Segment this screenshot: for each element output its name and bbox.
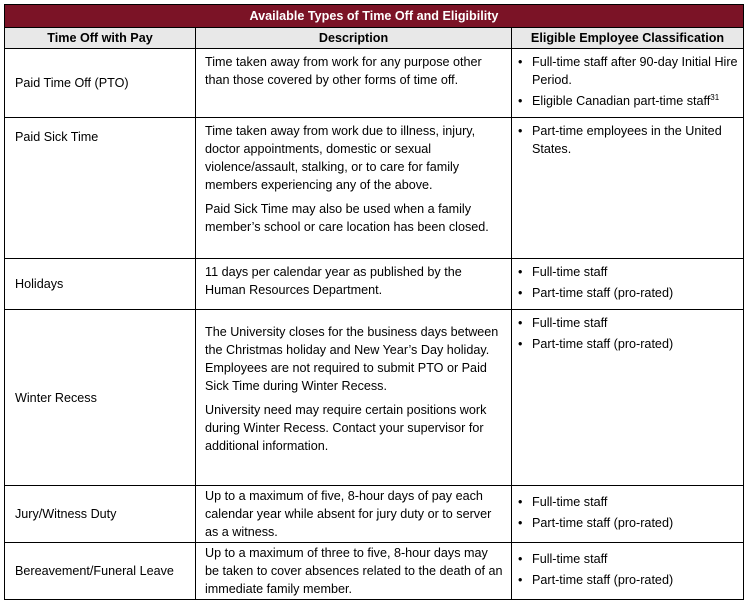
eligibility-cell — [512, 310, 744, 486]
footnote-marker: 31 — [710, 92, 720, 102]
time-off-type: Paid Sick Time — [5, 118, 196, 259]
time-off-type: Winter Recess — [5, 310, 196, 486]
eligibility-cell — [512, 49, 744, 118]
table-row — [5, 259, 744, 310]
eligibility-item: • Full-time staff — [518, 314, 739, 332]
table-row — [5, 310, 744, 486]
time-off-table — [4, 4, 744, 600]
description-paragraph: Up to a maximum of three to five, 8-hour days may be taken to cover absences related to the death of an immediate family member. — [205, 546, 503, 596]
eligibility-item: • Part-time staff (pro-rated) — [518, 571, 739, 589]
description-paragraph: 11 days per calendar year as published by the Human Resources Department. — [205, 265, 462, 297]
description-cell — [196, 486, 512, 543]
description-cell — [196, 49, 512, 118]
table-row — [5, 49, 744, 118]
eligibility-cell — [512, 118, 744, 259]
header-row — [5, 28, 744, 49]
eligibility-item: • Full-time staff after 90-day Initial Hire Period. — [518, 53, 739, 89]
table-row — [5, 486, 744, 543]
description-cell — [196, 310, 512, 486]
eligibility-cell — [512, 543, 744, 600]
eligibility-cell — [512, 486, 744, 543]
description-paragraph: The University closes for the business days between the Christmas holiday and New Year’s Day holiday. Employees are not required to submit PTO or Paid Sick Time during Winter Recess. — [205, 325, 499, 393]
table-title: Available Types of Time Off and Eligibility — [5, 5, 744, 28]
table-row — [5, 543, 744, 600]
column-header-type: Time Off with Pay — [5, 28, 196, 49]
time-off-type: Paid Time Off (PTO) — [5, 49, 196, 118]
eligibility-item: • Part-time staff (pro-rated) — [518, 284, 739, 302]
eligibility-item: • Part-time staff (pro-rated) — [518, 335, 739, 353]
description-paragraph: Paid Sick Time may also be used when a family member’s school or care location has been closed. — [205, 202, 489, 234]
description-paragraph: Time taken away from work due to illness, injury, doctor appointments, domestic or sexual violence/assault, stalking, or to care for family members experiencing any of the above. — [205, 124, 476, 192]
column-header-eligibility: Eligible Employee Classification — [512, 28, 744, 49]
description-cell — [196, 259, 512, 310]
time-off-type: Holidays — [5, 259, 196, 310]
description-cell — [196, 118, 512, 259]
eligibility-cell — [512, 259, 744, 310]
eligibility-item: • Full-time staff — [518, 493, 739, 511]
description-paragraph: University need may require certain positions work during Winter Recess. Contact your supervisor for additional information. — [205, 403, 487, 453]
description-cell — [196, 543, 512, 600]
eligibility-item: • Part-time employees in the United States. — [518, 122, 739, 158]
column-header-description: Description — [196, 28, 512, 49]
description-paragraph: Time taken away from work for any purpose other than those covered by other forms of time off. — [205, 55, 482, 87]
eligibility-item: • Full-time staff — [518, 550, 739, 568]
table-row — [5, 118, 744, 259]
eligibility-item: • Part-time staff (pro-rated) — [518, 514, 739, 532]
time-off-type: Jury/Witness Duty — [5, 486, 196, 543]
eligibility-item: • Eligible Canadian part-time staff$^{31}$ — [518, 92, 739, 110]
eligibility-item: • Full-time staff — [518, 263, 739, 281]
time-off-type: Bereavement/Funeral Leave — [5, 543, 196, 600]
description-paragraph: Up to a maximum of five, 8-hour days of pay each calendar year while absent for jury duty or to server as a witness. — [205, 489, 492, 539]
